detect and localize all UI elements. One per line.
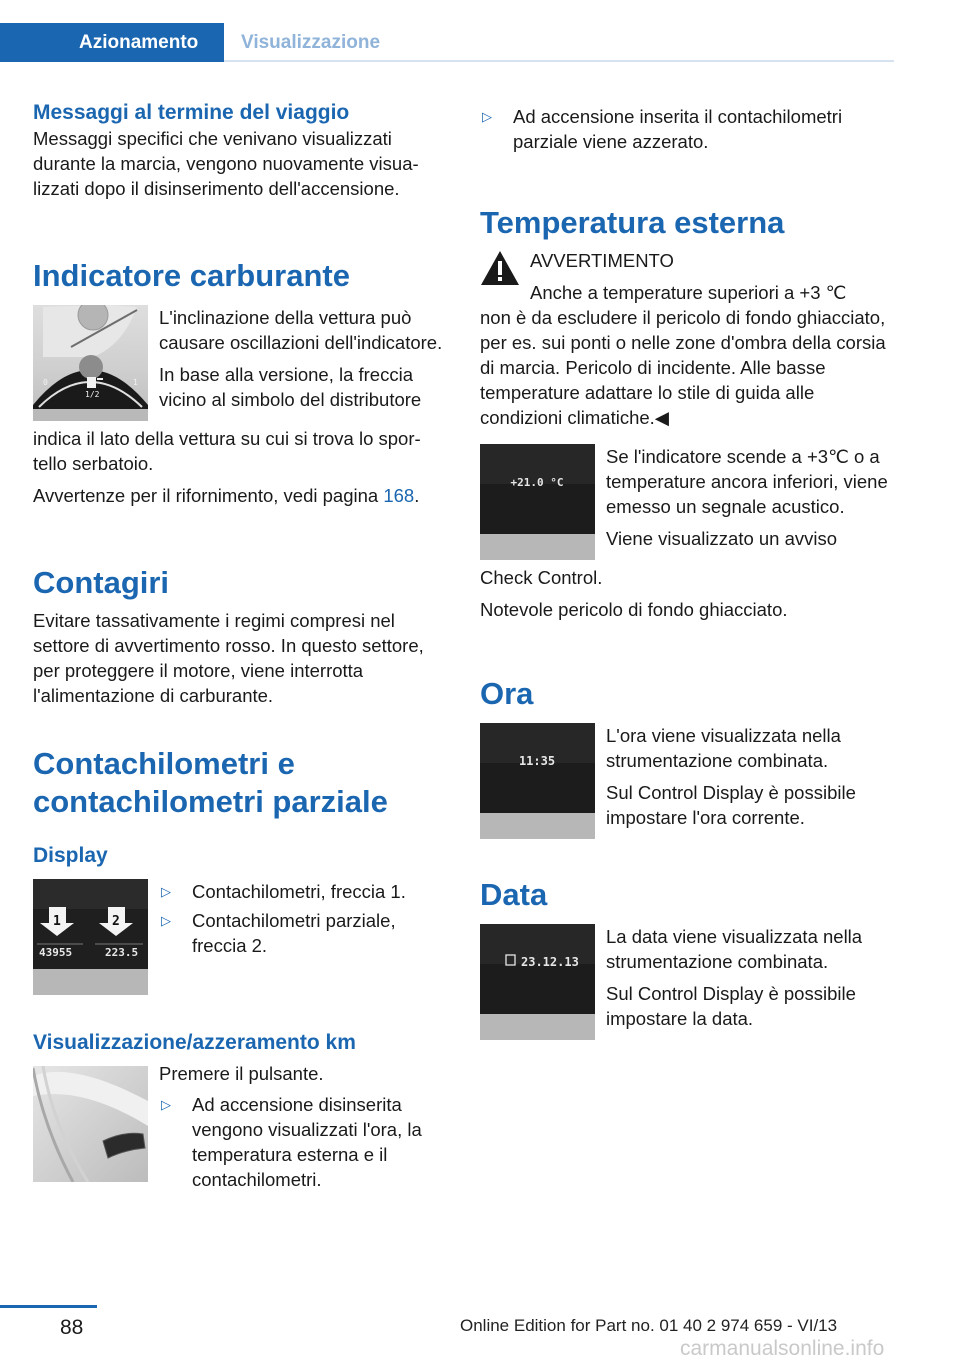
reset-bullet-list-continued	[480, 104, 894, 154]
edition-info: Online Edition for Part no. 01 40 2 974 659 - VI/13	[460, 1316, 838, 1335]
fuel-gauge-image	[33, 305, 148, 426]
list-item	[480, 104, 894, 154]
list-item	[159, 1092, 447, 1192]
date-paragraph-2: Sul Control Display è possibile impostare la data.	[606, 983, 856, 1029]
footer-rule	[0, 1305, 97, 1308]
odometer-image	[33, 879, 148, 1000]
subheading-display: Display	[33, 844, 108, 867]
time-figure-row	[480, 723, 894, 844]
header-divider	[224, 60, 894, 62]
bullet-text: Ad accensione inserita il contachilometri parziale viene azzerato.	[513, 106, 843, 152]
fuel-paragraph-3	[33, 483, 447, 508]
arrow-2-label: 2	[112, 914, 120, 929]
gauge-label-full: 1	[133, 378, 138, 387]
reset-button-illustration	[33, 1066, 148, 1182]
section-heading-messages: Messaggi al termine del viaggio	[33, 101, 350, 124]
odometer-value: 43955	[39, 946, 73, 959]
display-bullet-list	[159, 879, 447, 958]
time-display-illustration	[480, 723, 595, 839]
bullet-text: Contachilometri parziale, freccia 2.	[192, 910, 396, 956]
subheading-reset: Visualizzazione/azzeramento km	[33, 1031, 356, 1054]
section-heading-tachometer: Contagiri	[33, 565, 170, 600]
time-value: 11:35	[518, 754, 556, 768]
temperature-paragraph-3: Notevole pericolo di fondo ghiacciato.	[480, 599, 788, 620]
temperature-display-illustration	[480, 444, 595, 560]
tab-visualizzazione[interactable]: Visualizzazione	[224, 23, 894, 62]
page-number: 88	[60, 1316, 84, 1339]
fuel-ref-end: .	[414, 485, 420, 506]
gauge-label-half: 1/2	[85, 390, 100, 399]
page-link-168[interactable]: 168	[383, 485, 415, 506]
reset-figure-row	[33, 1061, 447, 1192]
triangle-bullet-icon: ▷	[161, 1097, 171, 1112]
list-item	[159, 908, 447, 958]
time-paragraph-1: L'ora viene visualizzata nella strumentazione combinata.	[606, 725, 841, 771]
reset-button-image	[33, 1066, 148, 1192]
section-heading-date: Data	[480, 877, 548, 912]
fuel-paragraph-1: L'inclinazione della vettura può causare oscillazioni dell'indicatore.	[159, 307, 443, 353]
date-value: 23.12.13	[521, 955, 579, 969]
odometer-figure-row	[33, 879, 447, 1000]
time-display-image	[480, 723, 595, 844]
fuel-paragraph-2b: indica il lato della vettura su cui si trova lo sportello serbatoio.	[33, 428, 421, 474]
date-display-image	[480, 924, 595, 1045]
watermark: carmanualsonline.info	[680, 1337, 885, 1360]
section-heading-fuel: Indicatore carburante	[33, 258, 350, 293]
temperature-paragraph-1: Se l'indicatore scende a +3℃ o a temperature ancora inferiori, viene emesso un segnale acustico.	[606, 446, 888, 517]
right-column	[480, 100, 894, 1045]
temperature-paragraph-2b: Check Control.	[480, 567, 603, 588]
tachometer-text: Evitare tassativamente i regimi compresi nel settore di avvertimento rosso. In questo settore, per proteggere il motore, viene interrotta l'alimentazione di carburante.	[33, 610, 424, 706]
bullet-text: Ad accensione disinserita vengono visualizzati l'ora, la temperatura esterna e il contachilometri.	[192, 1094, 422, 1190]
messages-text: Messaggi specifici che venivano visualizzati durante la marcia, vengono nuovamente visualizzati dopo il disinserimento dell'accensione.	[33, 128, 419, 199]
triangle-bullet-icon: ▷	[161, 884, 171, 899]
section-heading-outside-temperature: Temperatura esterna	[480, 205, 785, 240]
page-header	[0, 0, 960, 62]
fuel-figure-row	[33, 305, 447, 426]
section-heading-odometer: Contachilometri e contachilometri parziale	[33, 746, 388, 819]
temperature-value: +21.0 °C	[510, 476, 564, 489]
date-paragraph-1: La data viene visualizzata nella strumentazione combinata.	[606, 926, 863, 972]
triangle-bullet-icon: ▷	[482, 109, 492, 124]
reset-instruction: Premere il pulsante.	[159, 1063, 324, 1084]
date-display-illustration	[480, 924, 595, 1040]
bullet-text: Contachilometri, freccia 1.	[192, 881, 406, 902]
temperature-display-image	[480, 444, 595, 565]
warning-text: non è da escludere il pericolo di fondo ghiacciato, per es. sui ponti o nelle zone d'ombra della corsia di marcia. Pericolo di incidente. Alle basse temperature adattare lo stile di guida alle condizioni climatiche.◀	[480, 307, 886, 428]
temperature-figure-row	[480, 444, 894, 565]
fuel-gauge-illustration	[33, 305, 148, 421]
time-paragraph-2: Sul Control Display è possibile impostare l'ora corrente.	[606, 782, 856, 828]
trip-value: 223.5	[105, 946, 139, 959]
left-column	[33, 100, 447, 1192]
warning-title: AVVERTIMENTO	[530, 250, 674, 271]
triangle-bullet-icon: ▷	[161, 913, 171, 928]
warning-line-1: Anche a temperature superiori a +3 ℃	[530, 282, 847, 303]
warning-block	[480, 246, 894, 305]
date-figure-row	[480, 924, 894, 1045]
reset-bullet-list	[159, 1092, 447, 1192]
gauge-label-empty: 0	[43, 378, 48, 387]
odometer-illustration	[33, 879, 148, 995]
warning-triangle-icon	[480, 250, 520, 286]
list-item	[159, 879, 447, 904]
section-heading-time: Ora	[480, 676, 534, 711]
arrow-1-label: 1	[53, 914, 61, 929]
tab-azionamento[interactable]: Azionamento	[0, 23, 224, 62]
temperature-paragraph-2a: Viene visualizzato un avviso	[606, 528, 838, 549]
fuel-paragraph-2a: In base alla versione, la freccia vicino al simbolo del distributore	[159, 364, 422, 410]
fuel-ref-text: Avvertenze per il rifornimento, vedi pagina	[33, 485, 384, 506]
